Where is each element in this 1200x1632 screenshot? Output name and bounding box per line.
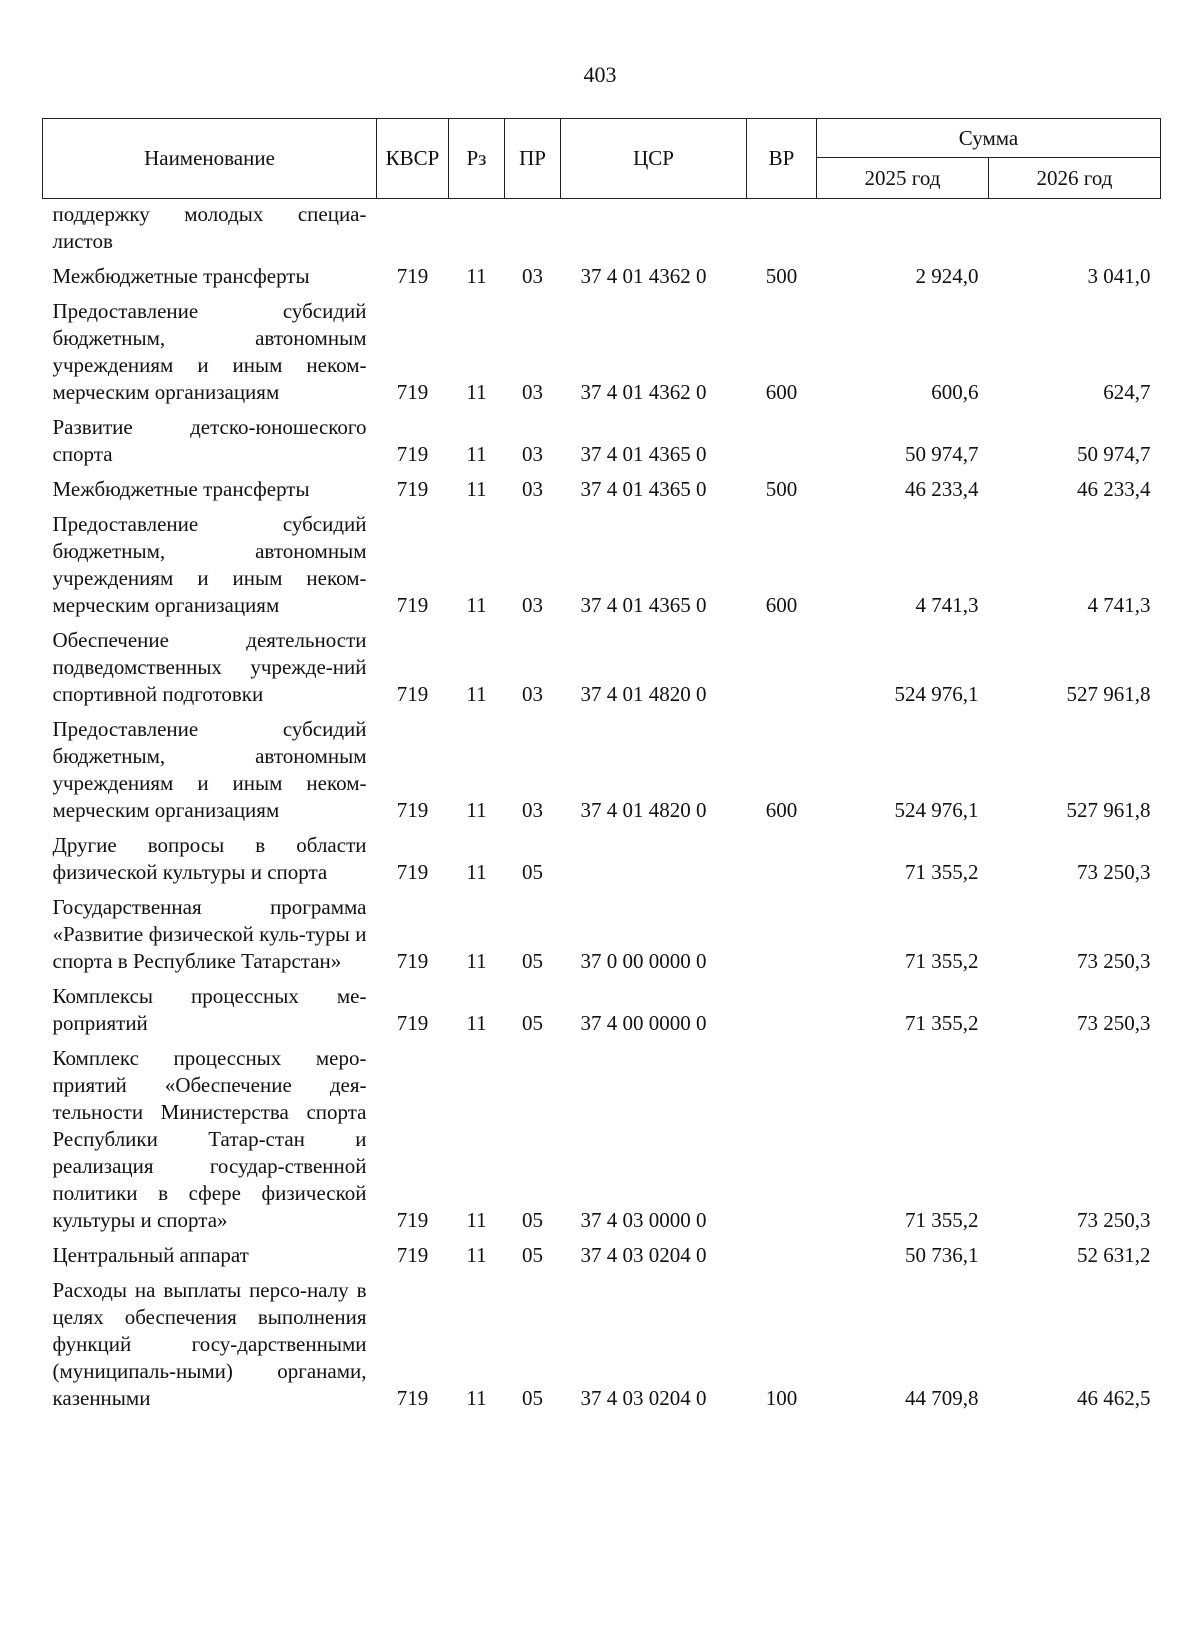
cell-amount-2026: 46 462,5 [1077, 1386, 1151, 1410]
cell-amount-2026: 3 041,0 [1087, 264, 1151, 288]
cell-csr: 37 4 01 4362 0 [580, 380, 707, 404]
cell-rz: 11 [466, 1011, 487, 1035]
cell-pr [505, 199, 561, 260]
cell-pr: 05 [522, 1208, 543, 1232]
cell-amount-2025: 44 709,8 [905, 1386, 979, 1410]
cell-amount-2025: 4 741,3 [915, 593, 979, 617]
cell-amount-2026: 46 233,4 [1077, 477, 1151, 501]
cell-pr: 05 [522, 860, 543, 884]
cell-csr: 37 4 01 4365 0 [580, 593, 707, 617]
cell-amount-2026: 52 631,2 [1077, 1243, 1151, 1267]
cell-name: Комплекс процессных меро-приятий «Обеспечение дея-тельности Министерства спорта Республики Татар-стан и реализация государ-ственной политики в сфере физической культуры и спорта» [52, 1046, 367, 1232]
header-csr: ЦСР [561, 119, 747, 199]
cell-amount-2025: 50 736,1 [905, 1243, 979, 1267]
cell-pr: 03 [522, 442, 543, 466]
cell-rz: 11 [466, 442, 487, 466]
cell-rz: 11 [466, 798, 487, 822]
cell-pr: 03 [522, 682, 543, 706]
cell-amount-2025: 71 355,2 [905, 860, 979, 884]
table-row [43, 472, 1161, 507]
cell-name: Межбюджетные трансферты [52, 477, 310, 501]
cell-rz: 11 [466, 1386, 487, 1410]
table-row [43, 199, 1161, 260]
cell-amount-2025: 71 355,2 [905, 1011, 979, 1035]
cell-vr: 600 [765, 798, 798, 822]
cell-rz: 11 [466, 949, 487, 973]
cell-vr [747, 1238, 817, 1273]
cell-amount-2025: 50 974,7 [905, 442, 979, 466]
cell-amount-2026 [989, 199, 1161, 260]
cell-kvsr [377, 199, 449, 260]
cell-name: Развитие детско-юношеского спорта [52, 415, 367, 466]
cell-name: Другие вопросы в области физической культуры и спорта [52, 833, 367, 884]
table-row [43, 828, 1161, 890]
table-row [43, 294, 1161, 410]
table-row [43, 1273, 1161, 1416]
cell-csr: 37 0 00 0000 0 [580, 949, 707, 973]
cell-rz: 11 [466, 1208, 487, 1232]
cell-pr: 05 [522, 1386, 543, 1410]
cell-pr: 03 [522, 477, 543, 501]
header-rz: Рз [449, 119, 505, 199]
header-sum: Сумма [817, 119, 1161, 158]
cell-kvsr: 719 [396, 1386, 429, 1410]
cell-vr [747, 1041, 817, 1238]
table-row [43, 890, 1161, 979]
table-row [43, 1041, 1161, 1238]
cell-name: поддержку молодых специа-листов [52, 202, 367, 253]
cell-name: Предоставление субсидий бюджетным, автономным учреждениям и иным неком-мерческим организациям [52, 717, 367, 822]
cell-amount-2025: 524 976,1 [894, 682, 979, 706]
cell-vr [747, 828, 817, 890]
cell-vr: 100 [765, 1386, 798, 1410]
cell-csr: 37 4 00 0000 0 [580, 1011, 707, 1035]
cell-amount-2026: 73 250,3 [1077, 860, 1151, 884]
table-body [43, 199, 1161, 1417]
cell-kvsr: 719 [396, 1011, 429, 1035]
cell-pr: 05 [522, 1011, 543, 1035]
cell-amount-2025: 46 233,4 [905, 477, 979, 501]
header-vr: ВР [747, 119, 817, 199]
cell-csr [561, 199, 747, 260]
cell-amount-2025: 524 976,1 [894, 798, 979, 822]
cell-amount-2026: 73 250,3 [1077, 1208, 1151, 1232]
cell-amount-2026: 73 250,3 [1077, 949, 1151, 973]
cell-pr: 05 [522, 1243, 543, 1267]
cell-pr: 03 [522, 380, 543, 404]
header-kvsr: КВСР [377, 119, 449, 199]
cell-kvsr: 719 [396, 477, 429, 501]
cell-kvsr: 719 [396, 1243, 429, 1267]
cell-rz: 11 [466, 380, 487, 404]
cell-kvsr: 719 [396, 860, 429, 884]
cell-csr: 37 4 01 4362 0 [580, 264, 707, 288]
table-row [43, 712, 1161, 828]
cell-rz [449, 199, 505, 260]
cell-vr: 500 [765, 264, 798, 288]
cell-kvsr: 719 [396, 593, 429, 617]
cell-vr: 600 [765, 380, 798, 404]
table-row [43, 979, 1161, 1041]
cell-name: Предоставление субсидий бюджетным, автономным учреждениям и иным неком-мерческим организациям [52, 299, 367, 404]
cell-rz: 11 [466, 1243, 487, 1267]
cell-name: Обеспечение деятельности подведомственных учрежде-ний спортивной подготовки [52, 628, 367, 706]
cell-amount-2026: 624,7 [1103, 380, 1151, 404]
cell-amount-2025: 2 924,0 [915, 264, 979, 288]
cell-name: Предоставление субсидий бюджетным, автономным учреждениям и иным неком-мерческим организациям [52, 512, 367, 617]
budget-table [42, 118, 1161, 1416]
cell-amount-2026: 50 974,7 [1077, 442, 1151, 466]
cell-kvsr: 719 [396, 380, 429, 404]
header-year-2026: 2026 год [989, 158, 1161, 199]
cell-vr [747, 199, 817, 260]
cell-csr: 37 4 01 4820 0 [580, 682, 707, 706]
cell-name: Государственная программа «Развитие физической куль-туры и спорта в Республике Татарстан» [52, 895, 367, 973]
table-header [43, 119, 1161, 199]
table-row [43, 623, 1161, 712]
page-number: 403 [583, 62, 617, 87]
cell-vr: 500 [765, 477, 798, 501]
cell-csr [561, 828, 747, 890]
cell-amount-2025 [817, 199, 989, 260]
cell-amount-2025: 71 355,2 [905, 949, 979, 973]
cell-kvsr: 719 [396, 1208, 429, 1232]
cell-vr [747, 979, 817, 1041]
cell-amount-2026: 527 961,8 [1066, 798, 1151, 822]
table-row [43, 507, 1161, 623]
cell-amount-2026: 4 741,3 [1087, 593, 1151, 617]
cell-amount-2025: 600,6 [931, 380, 979, 404]
cell-rz: 11 [466, 860, 487, 884]
cell-name: Межбюджетные трансферты [52, 264, 310, 288]
cell-amount-2025: 71 355,2 [905, 1208, 979, 1232]
cell-kvsr: 719 [396, 949, 429, 973]
header-pr: ПР [505, 119, 561, 199]
cell-name: Комплексы процессных ме-роприятий [52, 984, 367, 1035]
cell-kvsr: 719 [396, 682, 429, 706]
cell-csr: 37 4 01 4365 0 [580, 442, 707, 466]
cell-amount-2026: 527 961,8 [1066, 682, 1151, 706]
cell-kvsr: 719 [396, 442, 429, 466]
cell-pr: 05 [522, 949, 543, 973]
cell-csr: 37 4 03 0204 0 [580, 1386, 707, 1410]
cell-rz: 11 [466, 477, 487, 501]
header-year-2025: 2025 год [817, 158, 989, 199]
cell-csr: 37 4 03 0000 0 [580, 1208, 707, 1232]
cell-vr [747, 623, 817, 712]
cell-csr: 37 4 03 0204 0 [580, 1243, 707, 1267]
header-name: Наименование [43, 119, 377, 199]
cell-pr: 03 [522, 264, 543, 288]
cell-csr: 37 4 01 4820 0 [580, 798, 707, 822]
cell-amount-2026: 73 250,3 [1077, 1011, 1151, 1035]
cell-vr [747, 410, 817, 472]
cell-rz: 11 [466, 593, 487, 617]
cell-csr: 37 4 01 4365 0 [580, 477, 707, 501]
table-row [43, 1238, 1161, 1273]
table-row [43, 259, 1161, 294]
cell-rz: 11 [466, 264, 487, 288]
cell-pr: 03 [522, 593, 543, 617]
cell-vr: 600 [765, 593, 798, 617]
cell-name: Расходы на выплаты персо-налу в целях обеспечения выполнения функций госу-дарственными (муниципаль-ными) органами, казенными [52, 1278, 367, 1410]
table-row [43, 410, 1161, 472]
cell-kvsr: 719 [396, 798, 429, 822]
cell-vr [747, 890, 817, 979]
cell-rz: 11 [466, 682, 487, 706]
cell-name: Центральный аппарат [52, 1243, 249, 1267]
cell-kvsr: 719 [396, 264, 429, 288]
cell-pr: 03 [522, 798, 543, 822]
